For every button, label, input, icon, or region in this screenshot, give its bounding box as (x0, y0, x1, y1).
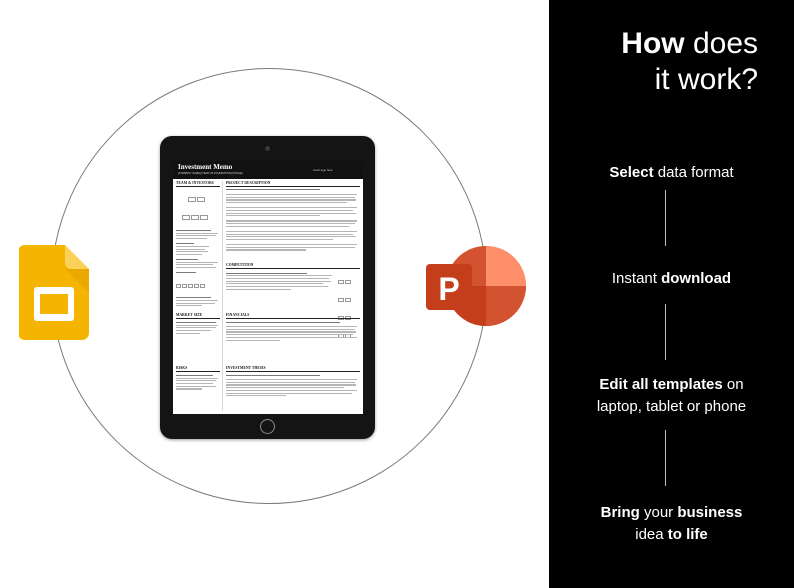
step-edit-templates (549, 374, 794, 418)
step-bold: Select (609, 164, 654, 181)
memo-section-market (176, 313, 220, 334)
memo-section-heading: TEAM & INVESTORS (176, 181, 220, 187)
memo-header (173, 161, 363, 179)
memo-logo-placeholder: Insert logo here (313, 168, 333, 172)
home-button-icon (260, 419, 275, 434)
memo-section-heading: RISKS (176, 366, 220, 372)
memo-section-project (226, 181, 360, 251)
step-text: your (639, 504, 678, 521)
step-bold: Edit all templates (599, 376, 723, 393)
step-bring-to-life (549, 502, 794, 546)
step-text-line-2: laptop, tablet or phone (596, 398, 747, 415)
memo-section-heading: PROJECT DESCRIPTION (226, 181, 360, 187)
headline-line-2: it work? (654, 63, 758, 96)
powerpoint-icon (424, 244, 528, 328)
headline-bold: How (621, 27, 685, 60)
step-connector (665, 430, 666, 486)
memo-section-financials (226, 313, 360, 341)
memo-section-team (176, 181, 220, 306)
tablet-screen (173, 161, 363, 414)
column-divider (222, 181, 223, 411)
step-bold: Bring (600, 504, 640, 521)
headline-rest: does (684, 27, 758, 60)
memo-section-heading: FINANCIALS (226, 313, 360, 319)
powerpoint-letter: P (438, 271, 460, 307)
step-text: data format (653, 164, 734, 181)
memo-section-thesis (226, 366, 360, 396)
step-bold: to life (667, 526, 708, 543)
memo-section-heading: COMPETITION (226, 263, 360, 269)
step-text-line-2: idea (635, 526, 668, 543)
step-bold: download (661, 270, 732, 287)
step-select-format (549, 162, 794, 184)
step-connector (665, 190, 666, 246)
step-text: on (722, 376, 744, 393)
how-it-works-panel (549, 0, 794, 588)
step-connector (665, 304, 666, 360)
camera-icon (265, 146, 270, 151)
google-slides-icon (19, 245, 89, 340)
memo-subtitle: [COMPANY NAME] [YEAR OF FOUNDATION] [STAGE] (178, 172, 243, 175)
memo-title: Investment Memo (178, 163, 233, 171)
step-text: Instant (611, 270, 662, 287)
step-instant-download (549, 268, 794, 290)
tablet-device (160, 136, 375, 439)
headline-line-1 (558, 26, 758, 62)
memo-section-heading: INVESTMENT THESIS (226, 366, 360, 372)
memo-section-risks (176, 366, 220, 390)
memo-section-heading: MARKET SIZE (176, 313, 220, 319)
step-bold: business (677, 504, 743, 521)
